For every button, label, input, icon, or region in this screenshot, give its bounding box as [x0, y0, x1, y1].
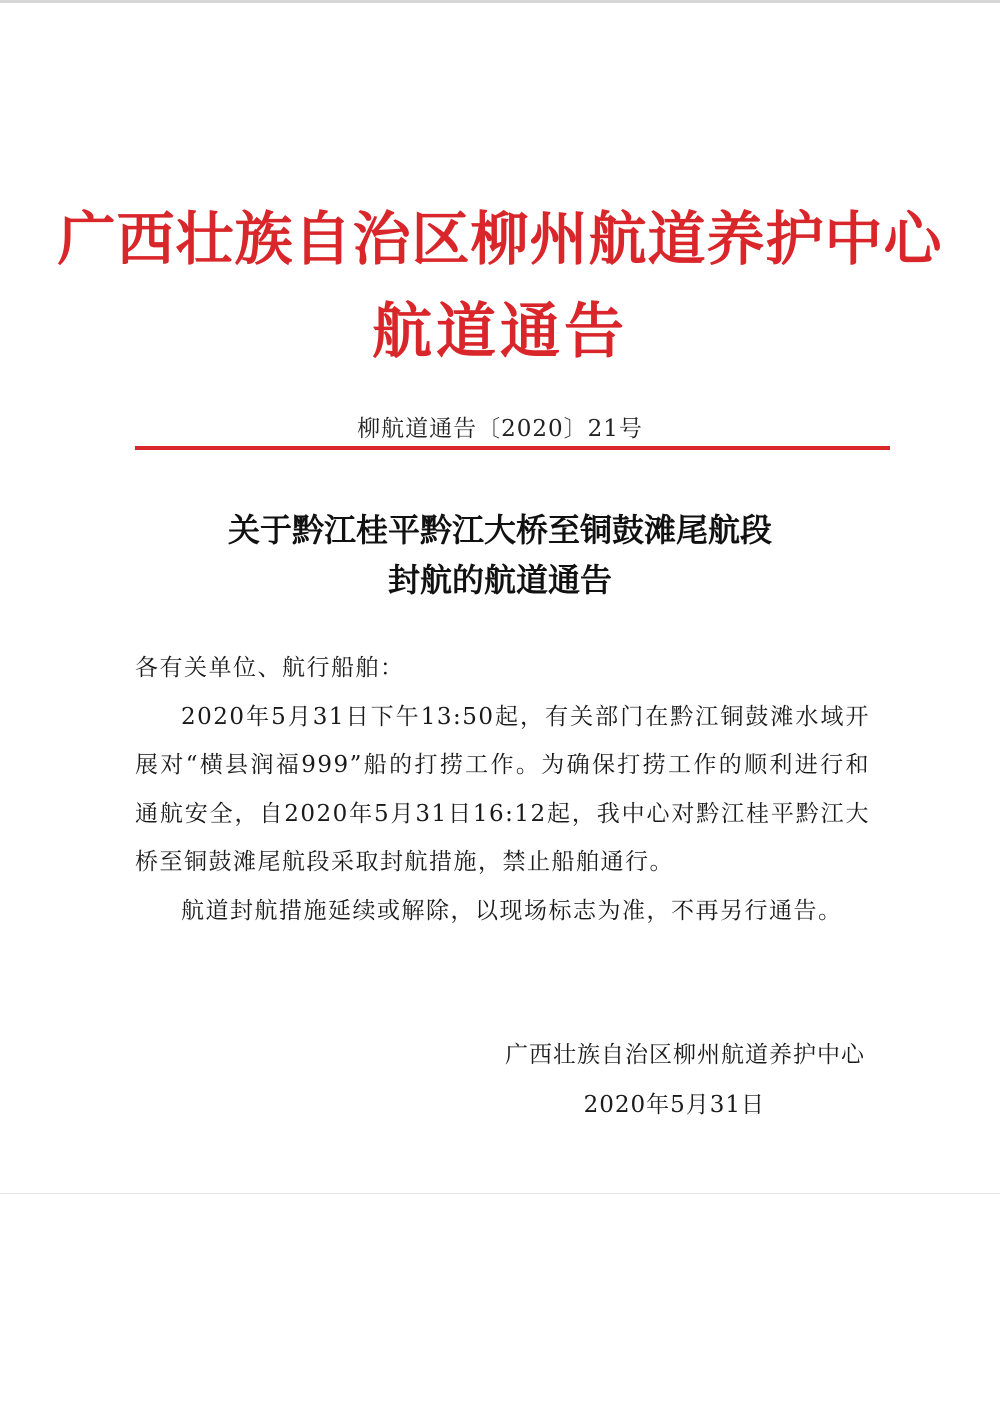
header-divider — [135, 446, 890, 450]
subject-line-1: 关于黔江桂平黔江大桥至铜鼓滩尾航段 — [227, 511, 772, 549]
agency-title: 广西壮族自治区柳州航道养护中心 — [57, 205, 943, 273]
notice-subject — [0, 505, 1000, 605]
subject-line-2: 封航的航道通告 — [387, 561, 612, 599]
document-number: 柳航道通告〔2020〕21号 — [357, 416, 643, 442]
body-paragraph-1: 2020年5月31日下午13:50起，有关部门在黔江铜鼓滩水域开展对“横县润福999”船的打捞工作。为确保打捞工作的顺利进行和通航安全，自2020年5月31日16:12起，我中心对黔江桂平黔江大桥至铜鼓滩尾航段采取封航措施，禁止船舶通行。 — [135, 703, 870, 875]
notice-type-title: 航道通告 — [372, 297, 628, 367]
salutation: 各有关单位、航行船舶： — [135, 655, 405, 681]
scan-edge-bottom — [0, 1193, 1000, 1194]
signature-block — [0, 1030, 865, 1130]
notice-body — [135, 644, 870, 935]
scan-edge-top — [0, 0, 1000, 3]
body-paragraph-2: 航道封航措施延续或解除，以现场标志为准，不再另行通告。 — [181, 897, 843, 924]
signature-organization: 广西壮族自治区柳州航道养护中心 — [505, 1042, 865, 1068]
signature-date: 2020年5月31日 — [583, 1092, 765, 1118]
